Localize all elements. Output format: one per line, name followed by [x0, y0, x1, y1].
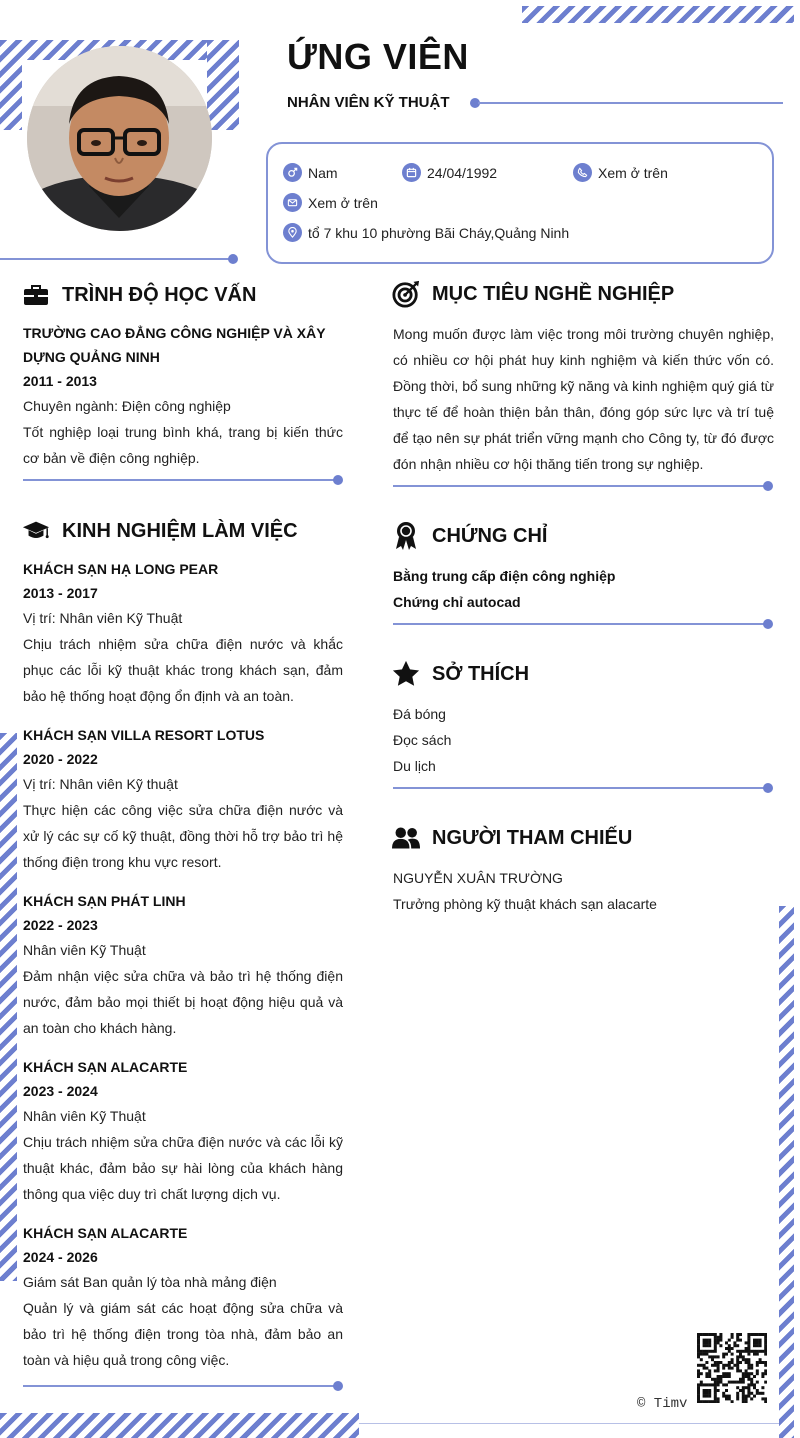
experience-item [23, 1055, 343, 1207]
experience-item [23, 889, 343, 1041]
education-heading [22, 281, 256, 309]
job-title-line [478, 102, 783, 104]
target-icon [392, 280, 420, 308]
experience-years: 2013 - 2017 [23, 585, 98, 601]
copyright-text: © Timv [637, 1396, 688, 1412]
experience-item [23, 557, 343, 709]
education-divider [23, 479, 337, 481]
stripes-avatar-right [207, 40, 239, 130]
experience-years: 2024 - 2026 [23, 1249, 98, 1265]
contact-birthday [402, 163, 497, 182]
reference-name: NGUYỄN XUÂN TRƯỜNG [393, 870, 563, 886]
experience-company: KHÁCH SẠN HẠ LONG PEAR [23, 561, 219, 577]
experience-years: 2020 - 2022 [23, 751, 98, 767]
hobbies-divider-dot [763, 783, 773, 793]
experience-description: Chịu trách nhiệm sửa chữa điện nước và các lỗi kỹ thuật khác, đảm bảo sự hài lòng của khách hàng thông qua việc duy trì chất lượng dịch vụ. [23, 1134, 343, 1202]
certificates-divider [393, 623, 767, 625]
experience-years: 2023 - 2024 [23, 1083, 98, 1099]
education-divider-dot [333, 475, 343, 485]
hobby-item: Đá bóng [393, 706, 446, 722]
experience-position: Vị trí: Nhân viên Kỹ Thuật [23, 610, 183, 626]
education-block [23, 321, 343, 471]
objective-text: Mong muốn được làm việc trong môi trường chuyên nghiệp, có nhiều cơ hội phát huy kinh nghiệm và kiến thức vốn có. Đồng thời, bổ sung những kỹ năng và kinh nghiệm quý giá từ thực tế để hoàn thiện bản thân, đóng góp sức lực và trí tuệ để tạo nên sự phát triển vững mạnh cho Công ty, từ đó được đón nhận nhiều cơ hội thăng tiến trong sự nghiệp. [393, 326, 774, 472]
stripes-bottom-left [0, 1413, 359, 1438]
hobbies-title: SỞ THÍCH [432, 662, 530, 685]
experience-company: KHÁCH SẠN PHÁT LINH [23, 893, 186, 909]
experience-title: KINH NGHIỆM LÀM VIỆC [62, 519, 298, 542]
contact-address [283, 223, 569, 242]
stripes-left-side [0, 733, 17, 1281]
reference-role: Trưởng phòng kỹ thuật khách sạn alacarte [393, 896, 657, 912]
experience-description: Đảm nhận việc sửa chữa và bảo trì hệ thống điện nước, đảm bảo mọi thiết bị hoạt động hiệu quả và an toàn cho khách hàng. [23, 968, 343, 1036]
experience-position: Nhân viên Kỹ Thuật [23, 942, 146, 958]
experience-divider [23, 1385, 337, 1387]
experience-company: KHÁCH SẠN VILLA RESORT LOTUS [23, 727, 265, 743]
contact-phone [573, 163, 668, 182]
avatar [27, 46, 212, 231]
briefcase-icon [22, 281, 50, 309]
certificates-block [393, 563, 774, 615]
experience-divider-dot [333, 1381, 343, 1391]
experience-item [23, 723, 343, 875]
contact-email [283, 193, 378, 212]
references-block [393, 865, 774, 917]
phone-text: Xem ở trên [598, 164, 668, 181]
experience-position: Vị trí: Nhân viên Kỹ thuật [23, 776, 178, 792]
certificate-item: Chứng chỉ autocad [393, 594, 521, 610]
education-years: 2011 - 2013 [23, 373, 97, 389]
qr-code-image [697, 1333, 767, 1403]
experience-description: Chịu trách nhiệm sửa chữa điện nước và khắc phục các lỗi kỹ thuật khác trong khách sạn, đảm bảo hệ thống hoạt động ổn định và an toàn. [23, 636, 343, 704]
experience-item [23, 1221, 343, 1373]
avatar-divider-dot [228, 254, 238, 264]
mail-icon [283, 193, 302, 212]
experience-heading [22, 517, 298, 545]
references-title: NGƯỜI THAM CHIẾU [432, 826, 633, 849]
gender-text: Nam [308, 164, 338, 181]
certificates-divider-dot [763, 619, 773, 629]
references-heading [392, 824, 632, 852]
calendar-icon [402, 163, 421, 182]
hobbies-divider [393, 787, 767, 789]
certificate-item: Bằng trung cấp điện công nghiệp [393, 568, 616, 584]
experience-description: Thực hiện các công việc sửa chữa điện nước và xử lý các sự cố kỹ thuật, đồng thời hỗ trợ bảo trì hệ thống điện trong khu vực resort. [23, 802, 343, 870]
email-text: Xem ở trên [308, 194, 378, 211]
job-title: NHÂN VIÊN KỸ THUẬT [287, 94, 450, 111]
hobby-item: Du lịch [393, 758, 436, 774]
certificates-heading [392, 522, 547, 550]
phone-icon [573, 163, 592, 182]
objective-divider-dot [763, 481, 773, 491]
experience-position: Nhân viên Kỹ Thuật [23, 1108, 146, 1124]
contact-gender [283, 163, 338, 182]
objective-divider [393, 485, 767, 487]
users-icon [392, 824, 420, 852]
experience-position: Giám sát Ban quản lý tòa nhà mảng điện [23, 1274, 277, 1290]
education-description: Tốt nghiệp loại trung bình khá, trang bị kiến thức cơ bản về điện công nghiệp. [23, 424, 343, 466]
experience-company: KHÁCH SẠN ALACARTE [23, 1225, 188, 1241]
award-icon [392, 522, 420, 550]
experience-description: Quản lý và giám sát các hoạt động sửa chữa và bảo trì hệ thống điện trong tòa nhà, đảm bảo an toàn và hiệu quả trong công việc. [23, 1300, 343, 1368]
stripes-right-side [779, 906, 794, 1438]
stripes-top-right [522, 6, 794, 23]
location-icon [283, 223, 302, 242]
avatar-image [27, 46, 212, 231]
avatar-divider [0, 258, 230, 260]
gender-icon [283, 163, 302, 182]
experience-company: KHÁCH SẠN ALACARTE [23, 1059, 188, 1075]
experience-years: 2022 - 2023 [23, 917, 98, 933]
education-major: Chuyên ngành: Điện công nghiệp [23, 398, 231, 414]
objective-block [393, 321, 774, 477]
candidate-name: ỨNG VIÊN [287, 36, 469, 77]
hobby-item: Đọc sách [393, 732, 452, 748]
star-icon [392, 660, 420, 688]
experience-block [23, 557, 343, 1373]
objective-title: MỤC TIÊU NGHỀ NGHIỆP [432, 282, 675, 305]
objective-heading [392, 280, 674, 308]
graduation-cap-icon [22, 517, 50, 545]
education-school: TRƯỜNG CAO ĐẲNG CÔNG NGHIỆP VÀ XÂY DỰNG QUẢNG NINH [23, 325, 326, 365]
footer-line [359, 1423, 779, 1424]
certificates-title: CHỨNG CHỈ [432, 524, 548, 547]
hobbies-block [393, 701, 774, 779]
education-title: TRÌNH ĐỘ HỌC VẤN [62, 283, 257, 306]
address-text: tổ 7 khu 10 phường Bãi Cháy,Quảng Ninh [308, 224, 570, 241]
qr-code [697, 1333, 767, 1403]
birthday-text: 24/04/1992 [427, 164, 498, 181]
hobbies-heading [392, 660, 529, 688]
